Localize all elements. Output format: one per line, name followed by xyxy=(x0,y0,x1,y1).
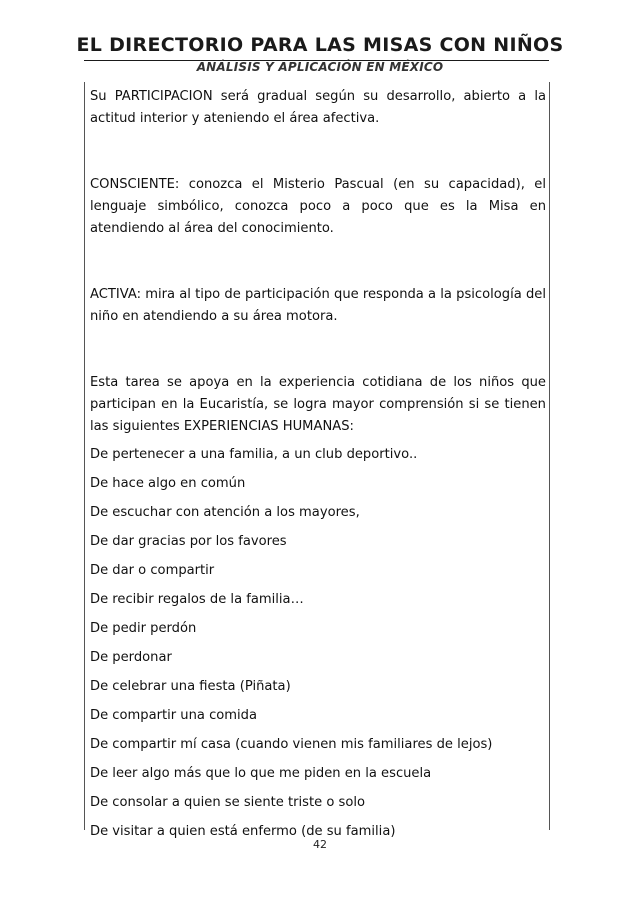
list-item: De pedir perdón xyxy=(90,621,197,636)
list-item: De consolar a quien se siente triste o solo xyxy=(90,795,365,810)
list-item: De leer algo más que lo que me piden en la escuela xyxy=(90,766,432,781)
list-item: De perdonar xyxy=(90,650,172,665)
experiences-list xyxy=(90,444,546,850)
paragraph-experiencias-intro: Esta tarea se apoya en la experiencia cotidiana de los niños que participan en la Eucaristía, se logra mayor comprensión si se tienen las siguientes EXPERIENCIAS HUMANAS: xyxy=(90,375,546,434)
list-item: De visitar a quien está enfermo (de su familia) xyxy=(90,824,396,839)
list-item: De pertenecer a una familia, a un club deportivo.. xyxy=(90,447,418,462)
list-item: De dar gracias por los favores xyxy=(90,534,287,549)
list-item: De dar o compartir xyxy=(90,563,215,578)
list-item: De escuchar con atención a los mayores, xyxy=(90,505,360,520)
running-header-title: EL DIRECTORIO PARA LAS MISAS CON NIÑOS xyxy=(76,34,564,56)
list-item: De compartir una comida xyxy=(90,708,258,723)
list-item: De recibir regalos de la familia… xyxy=(90,592,304,607)
paragraph-participacion: Su PARTICIPACION será gradual según su desarrollo, abierto a la actitud interior y ateniendo el área afectiva. xyxy=(90,89,546,126)
running-header-subtitle: ANÁLISIS Y APLICACIÓN EN MÉXICO xyxy=(196,60,444,74)
page-number: 42 xyxy=(313,838,327,851)
text-frame-right-border xyxy=(549,82,550,830)
list-item: De compartir mí casa (cuando vienen mis familiares de lejos) xyxy=(90,737,493,752)
paragraph-activa: ACTIVA: mira al tipo de participación que responda a la psicología del niño en atendiendo a su área motora. xyxy=(90,287,546,324)
list-item: De hace algo en común xyxy=(90,476,246,491)
page-body xyxy=(90,86,546,850)
paragraph-consciente: CONSCIENTE: conozca el Misterio Pascual (en su capacidad), el lenguaje simbólico, conozca poco a poco que es la Misa en atendiendo al área del conocimiento. xyxy=(90,177,546,236)
text-frame-left-border xyxy=(84,82,85,830)
list-item: De celebrar una fiesta (Piñata) xyxy=(90,679,291,694)
